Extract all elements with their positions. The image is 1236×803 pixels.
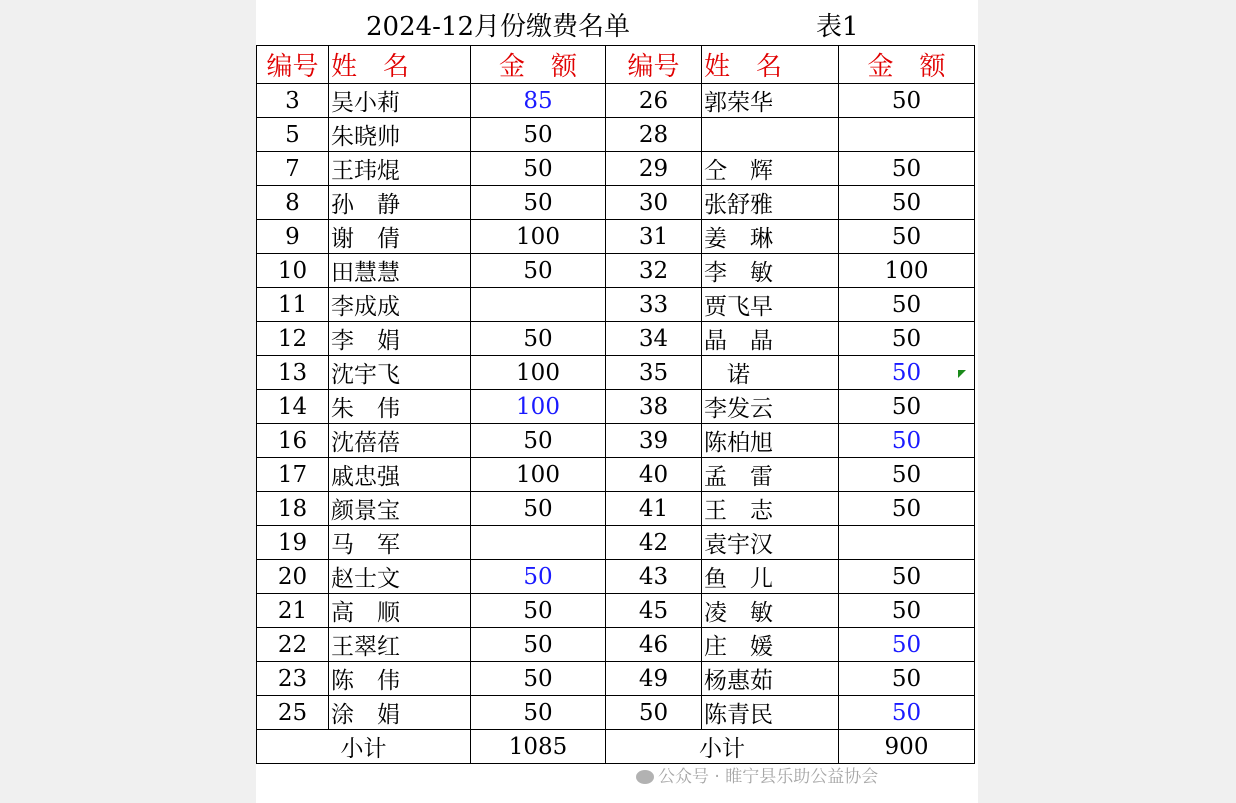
cell-name-right[interactable]: 孟 雷 (702, 458, 839, 492)
cell-num-left[interactable]: 22 (257, 628, 329, 662)
cell-num-right[interactable]: 49 (606, 662, 702, 696)
cell-num-right[interactable]: 35 (606, 356, 702, 390)
table-row (257, 186, 975, 220)
cell-amount-left[interactable]: 100 (471, 220, 606, 254)
cell-num-right[interactable]: 50 (606, 696, 702, 730)
cell-amount-right[interactable]: 50 (839, 322, 975, 356)
cell-name-left[interactable]: 李 娟 (329, 322, 471, 356)
table-tag: 表1 (816, 12, 859, 42)
cell-name-left[interactable]: 谢 倩 (329, 220, 471, 254)
subtotal-value-right[interactable]: 900 (839, 730, 975, 764)
cell-amount-left[interactable]: 50 (471, 152, 606, 186)
cell-name-left[interactable]: 朱 伟 (329, 390, 471, 424)
table-row (257, 696, 975, 730)
cell-name-left[interactable]: 戚忠强 (329, 458, 471, 492)
cell-name-right[interactable]: 贾飞早 (702, 288, 839, 322)
cell-num-left[interactable]: 9 (257, 220, 329, 254)
table-row (257, 560, 975, 594)
cell-amount-left[interactable]: 50 (471, 594, 606, 628)
cell-amount-right[interactable]: 50 (839, 696, 975, 730)
cell-amount-left[interactable]: 50 (471, 628, 606, 662)
cell-num-right[interactable]: 33 (606, 288, 702, 322)
cell-amount-left[interactable]: 50 (471, 118, 606, 152)
cell-num-left[interactable]: 16 (257, 424, 329, 458)
table-row (257, 220, 975, 254)
cell-num-right[interactable]: 29 (606, 152, 702, 186)
cell-amount-left[interactable]: 100 (471, 458, 606, 492)
cell-amount-right[interactable]: 100 (839, 254, 975, 288)
table-row (257, 288, 975, 322)
cell-num-left[interactable]: 23 (257, 662, 329, 696)
header-name-left[interactable]: 姓 名 (329, 46, 471, 84)
header-num-right[interactable]: 编号 (606, 46, 702, 84)
cell-amount-left[interactable]: 50 (471, 492, 606, 526)
cell-name-left[interactable]: 高 顺 (329, 594, 471, 628)
cell-amount-right[interactable]: 50 (839, 152, 975, 186)
cell-amount-left[interactable] (471, 288, 606, 322)
watermark (636, 762, 878, 787)
cell-amount-right[interactable] (839, 118, 975, 152)
cell-name-left[interactable]: 朱晓帅 (329, 118, 471, 152)
cell-name-right[interactable]: 庄 媛 (702, 628, 839, 662)
cell-name-right[interactable]: 晶 晶 (702, 322, 839, 356)
cell-amount-left[interactable]: 50 (471, 424, 606, 458)
cell-num-right[interactable]: 34 (606, 322, 702, 356)
table-row (257, 390, 975, 424)
cell-amount-left[interactable]: 50 (471, 254, 606, 288)
table-row (257, 492, 975, 526)
cell-amount-right[interactable]: 50 (839, 594, 975, 628)
table-row (257, 458, 975, 492)
cell-num-right[interactable]: 40 (606, 458, 702, 492)
subtotal-value-left[interactable]: 1085 (471, 730, 606, 764)
cell-amount-right[interactable]: 50 (839, 288, 975, 322)
table-row (257, 628, 975, 662)
header-amount-right[interactable]: 金 额 (839, 46, 975, 84)
watermark-text: 公众号 · 睢宁县乐助公益协会 (658, 767, 879, 787)
cell-name-right[interactable]: 鱼 儿 (702, 560, 839, 594)
cell-amount-right[interactable]: 50 (839, 84, 975, 118)
cell-name-right[interactable]: 李 敏 (702, 254, 839, 288)
cell-num-left[interactable]: 12 (257, 322, 329, 356)
cell-num-left[interactable]: 10 (257, 254, 329, 288)
cell-name-right[interactable]: 陈柏旭 (702, 424, 839, 458)
cell-amount-right[interactable]: 50 (839, 492, 975, 526)
cell-name-right[interactable]: 张舒雅 (702, 186, 839, 220)
cell-name-left[interactable]: 李成成 (329, 288, 471, 322)
subtotal-label-left[interactable]: 小计 (257, 730, 471, 764)
cell-num-left[interactable]: 3 (257, 84, 329, 118)
cell-num-left[interactable]: 5 (257, 118, 329, 152)
cell-name-right[interactable]: 姜 琳 (702, 220, 839, 254)
cell-amount-right[interactable]: 50 (839, 424, 975, 458)
cell-num-right[interactable]: 41 (606, 492, 702, 526)
header-name-right[interactable]: 姓 名 (702, 46, 839, 84)
cell-amount-right[interactable]: 50 (839, 628, 975, 662)
table-row (257, 152, 975, 186)
cell-amount-left[interactable] (471, 526, 606, 560)
cell-num-left[interactable]: 13 (257, 356, 329, 390)
cell-num-right[interactable]: 30 (606, 186, 702, 220)
cell-name-left[interactable]: 孙 静 (329, 186, 471, 220)
cell-name-right[interactable]: 陈青民 (702, 696, 839, 730)
table-row (257, 594, 975, 628)
cell-comment-indicator (958, 370, 966, 378)
cell-name-left[interactable]: 王翠红 (329, 628, 471, 662)
table-row (257, 322, 975, 356)
table-row (257, 84, 975, 118)
table-row (257, 254, 975, 288)
sheet-title: 2024-12月份缴费名单 (366, 12, 631, 42)
cell-amount-left[interactable]: 50 (471, 560, 606, 594)
cell-name-right[interactable]: 王 志 (702, 492, 839, 526)
cell-name-left[interactable]: 田慧慧 (329, 254, 471, 288)
cell-name-left[interactable]: 沈蓓蓓 (329, 424, 471, 458)
cell-name-left[interactable]: 王玮焜 (329, 152, 471, 186)
table-row (257, 356, 975, 390)
cell-num-left[interactable]: 20 (257, 560, 329, 594)
cell-name-left[interactable]: 赵士文 (329, 560, 471, 594)
cell-name-left[interactable]: 马 军 (329, 526, 471, 560)
cell-amount-left[interactable]: 100 (471, 356, 606, 390)
table-row (257, 424, 975, 458)
cell-amount-right[interactable]: 50 (839, 186, 975, 220)
table-row (257, 526, 975, 560)
cell-num-right[interactable]: 31 (606, 220, 702, 254)
header-num-left[interactable]: 编号 (257, 46, 329, 84)
cell-amount-right[interactable]: 50 (839, 220, 975, 254)
cell-name-left[interactable]: 沈宇飞 (329, 356, 471, 390)
cell-amount-left[interactable]: 50 (471, 322, 606, 356)
cell-amount-right[interactable]: 50 (839, 458, 975, 492)
cell-name-left[interactable]: 涂 娟 (329, 696, 471, 730)
cell-amount-right[interactable]: 50 (839, 356, 975, 390)
table-row (257, 662, 975, 696)
subtotal-row (257, 730, 975, 764)
cell-name-right[interactable]: 凌 敏 (702, 594, 839, 628)
spreadsheet-sheet (256, 0, 978, 803)
payment-roster-table (256, 45, 975, 764)
cell-num-left[interactable]: 19 (257, 526, 329, 560)
cell-name-right[interactable]: 李发云 (702, 390, 839, 424)
cell-amount-left[interactable]: 85 (471, 84, 606, 118)
cell-num-left[interactable]: 17 (257, 458, 329, 492)
cell-amount-left[interactable]: 50 (471, 662, 606, 696)
cell-name-left[interactable]: 吴小莉 (329, 84, 471, 118)
cell-num-right[interactable]: 43 (606, 560, 702, 594)
cell-num-right[interactable]: 45 (606, 594, 702, 628)
subtotal-label-right[interactable]: 小计 (606, 730, 839, 764)
cell-num-right[interactable]: 32 (606, 254, 702, 288)
cell-name-left[interactable]: 颜景宝 (329, 492, 471, 526)
cell-amount-right[interactable]: 50 (839, 390, 975, 424)
header-amount-left[interactable]: 金 额 (471, 46, 606, 84)
cell-amount-left[interactable]: 50 (471, 186, 606, 220)
cell-name-right[interactable]: 诺 (702, 356, 839, 390)
cell-num-right[interactable]: 26 (606, 84, 702, 118)
cell-num-right[interactable]: 42 (606, 526, 702, 560)
cell-amount-right[interactable]: 50 (839, 560, 975, 594)
wechat-icon (636, 770, 654, 784)
table-row (257, 118, 975, 152)
cell-num-left[interactable]: 7 (257, 152, 329, 186)
cell-amount-left[interactable]: 50 (471, 696, 606, 730)
cell-name-right[interactable]: 袁宇汉 (702, 526, 839, 560)
cell-num-right[interactable]: 28 (606, 118, 702, 152)
cell-num-left[interactable]: 14 (257, 390, 329, 424)
header-row (257, 46, 975, 84)
cell-name-right[interactable] (702, 118, 839, 152)
cell-num-left[interactable]: 25 (257, 696, 329, 730)
cell-name-right[interactable]: 杨惠茹 (702, 662, 839, 696)
cell-name-right[interactable]: 仝 辉 (702, 152, 839, 186)
cell-num-right[interactable]: 39 (606, 424, 702, 458)
cell-name-left[interactable]: 陈 伟 (329, 662, 471, 696)
cell-name-right[interactable]: 郭荣华 (702, 84, 839, 118)
cell-amount-right[interactable] (839, 526, 975, 560)
cell-num-right[interactable]: 38 (606, 390, 702, 424)
cell-amount-right[interactable]: 50 (839, 662, 975, 696)
cell-num-left[interactable]: 21 (257, 594, 329, 628)
cell-num-left[interactable]: 11 (257, 288, 329, 322)
cell-num-left[interactable]: 18 (257, 492, 329, 526)
cell-num-right[interactable]: 46 (606, 628, 702, 662)
cell-amount-left[interactable]: 100 (471, 390, 606, 424)
title-row (256, 0, 978, 45)
cell-num-left[interactable]: 8 (257, 186, 329, 220)
